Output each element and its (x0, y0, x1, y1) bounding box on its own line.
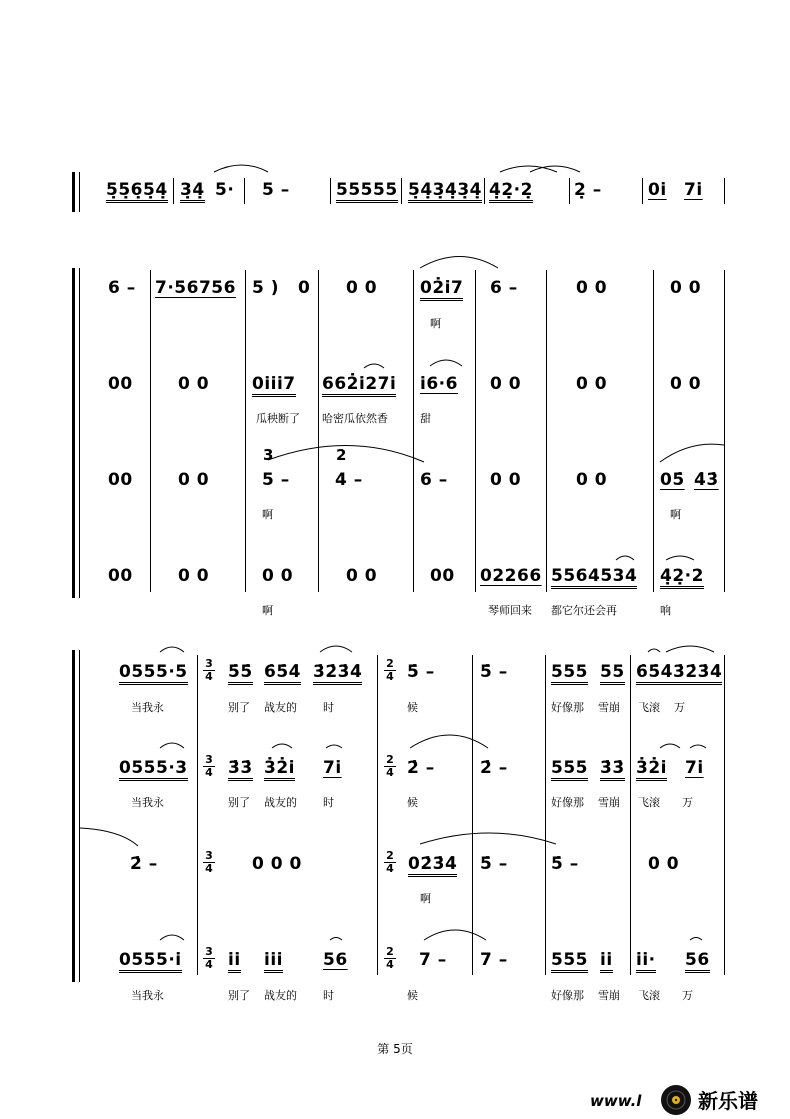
lyric: 响 (660, 604, 671, 617)
note-group: 0i̇i̇i̇7 (252, 376, 296, 397)
lyric: 啊 (430, 317, 441, 330)
note-group: 662̇i̇27i̇ (322, 376, 396, 397)
lyric: 别了 (228, 989, 250, 1002)
note-group: 5 – (262, 470, 290, 490)
slur (160, 743, 184, 748)
lyric: 候 (407, 701, 418, 714)
note-group: 0 0 (262, 566, 294, 586)
slur (320, 646, 352, 652)
chord-upper-note: 3 (263, 446, 274, 464)
watermark-brand: 新乐谱 (698, 1089, 758, 1113)
note-group: 0 0 (490, 470, 522, 490)
note-group: 0 0 0 (252, 854, 302, 874)
note-group: 4̣2̣·2 (660, 568, 704, 589)
lyric: 时 (323, 796, 334, 809)
time-signature: 2 4 (384, 850, 396, 875)
note-group: 555 (551, 760, 588, 781)
slur (330, 938, 342, 941)
note-group: 7i̇ (323, 758, 342, 778)
page-number: 第 5页 (377, 1042, 413, 1056)
note-group: 0 0 (178, 470, 210, 490)
time-signature: 2 4 (384, 658, 396, 683)
note-group: 3̇2̇i̇ (636, 760, 667, 781)
time-signature: 2 4 (384, 754, 396, 779)
slur (420, 833, 556, 844)
lyric: 飞滚 (638, 796, 660, 809)
slur (410, 735, 488, 748)
note-group: 555 (551, 664, 588, 685)
slur (420, 257, 498, 269)
watermark-site: www.l (590, 1092, 642, 1110)
slur (80, 828, 138, 846)
lyric: 候 (407, 796, 418, 809)
note-group: 02̇i̇7 (420, 280, 463, 301)
note-group: 00 (108, 566, 133, 586)
note-group: 6 – (420, 470, 448, 490)
lyric: 当我永 (131, 701, 164, 714)
note-group: 5̇ – (551, 854, 579, 874)
note-group: 3̇2̇i̇ (264, 760, 295, 781)
lyric: 啊 (262, 508, 273, 521)
note-group: 5 ) (252, 278, 280, 298)
note-group: 3̇2̇3̇4̇ (313, 664, 362, 685)
note-group: 3̇3̇ (600, 760, 625, 781)
note-group: 0555·5 (119, 664, 188, 685)
lyric: 当我永 (131, 989, 164, 1002)
note-group: 5̣5̣6̣5̣4̣ (106, 182, 168, 203)
lyric: 雪崩 (598, 701, 620, 714)
note-group: 0 0 (178, 566, 210, 586)
slur (272, 744, 292, 748)
note-group: 0i̇ (648, 180, 667, 200)
note-group: 2̇ – (130, 854, 158, 874)
note-group: 5· (215, 180, 235, 200)
note-group: 7·56756 (155, 278, 236, 298)
note-group: 6̇5̇4̇ (264, 664, 301, 685)
slur (214, 165, 268, 172)
slur (430, 360, 462, 366)
slur (690, 745, 706, 748)
note-group: 02266 (480, 566, 542, 586)
note-group: 55 (600, 664, 625, 685)
note-group: 4̇3̇ (694, 470, 719, 490)
lyric: 哈密瓜依然香 (322, 412, 388, 425)
slur (690, 938, 702, 941)
note-group: 0 0 (346, 566, 378, 586)
note-group: 2̇ – (407, 758, 435, 778)
time-signature: 3 4 (203, 754, 215, 779)
note-group: 2̣ – (574, 180, 602, 200)
note-group: 5̇ – (480, 854, 508, 874)
note-group: 7 – (419, 950, 447, 970)
note-group: 6̇5̇4̇3̇2̇3̇4̇ (636, 664, 722, 685)
note-group: i̇i̇ (228, 952, 241, 973)
note-group: 56 (323, 950, 348, 970)
note-group: 5564534 (551, 568, 637, 589)
note-group: 4̣2̣·2̣ (489, 182, 533, 203)
note-group: 7 – (480, 950, 508, 970)
lyric: 万 (682, 989, 693, 1002)
note-group: 0555·3 (119, 760, 188, 781)
note-group: 3̣4̣ (180, 182, 205, 203)
note-group: 0 0 (346, 278, 378, 298)
lyric: 雪崩 (598, 796, 620, 809)
note-group: 5̇5̇ (228, 664, 253, 685)
note-group: i̇6·6 (420, 374, 458, 394)
note-group: 2̇ – (480, 758, 508, 778)
lyric: 啊 (670, 508, 681, 521)
note-group: 02̇3̇4̇ (408, 856, 457, 877)
lyric: 好像那 (551, 796, 584, 809)
time-signature: 3 4 (203, 658, 215, 683)
lyric: 琴师回来 (488, 604, 532, 617)
note-group: 5 – (262, 180, 290, 200)
note-group: 56 (685, 952, 710, 973)
lyric: 好像那 (551, 989, 584, 1002)
lyric: 当我永 (131, 796, 164, 809)
note-group: i̇i̇ (600, 952, 613, 973)
slur (268, 445, 424, 462)
note-group: 0 (298, 278, 311, 298)
slur (616, 556, 634, 560)
lyric: 瓜秧断了 (256, 412, 300, 425)
lyric: 飞滚 (638, 989, 660, 1002)
note-group: 6 – (490, 278, 518, 298)
lyric: 候 (407, 989, 418, 1002)
note-group: 5̣4̣3̣4̣3̣4̣ (408, 182, 482, 203)
time-signature: 3 4 (203, 946, 215, 971)
note-group: 7i̇ (684, 180, 703, 200)
lyric: 万 (682, 796, 693, 809)
note-group: 0555·i̇ (119, 952, 182, 973)
lyric: 都它尔还会再 (551, 604, 617, 617)
note-group: 0 0 (490, 374, 522, 394)
note-group: 00 (108, 374, 133, 394)
note-group: 0 0 (648, 854, 680, 874)
lyric: 啊 (262, 604, 273, 617)
lyric: 飞滚 (638, 701, 660, 714)
slur (326, 745, 342, 748)
time-signature: 2 4 (384, 946, 396, 971)
lyric: 甜 (420, 412, 431, 425)
vinyl-record-icon (660, 1084, 692, 1116)
lyric: 别了 (228, 796, 250, 809)
note-group: 3̇3̇ (228, 760, 253, 781)
lyric: 战友的 (264, 701, 297, 714)
slur (660, 744, 680, 748)
lyric: 时 (323, 989, 334, 1002)
lyric: 时 (323, 701, 334, 714)
note-group: 55555 (336, 182, 398, 203)
slur (666, 646, 714, 652)
note-group: 00 (108, 470, 133, 490)
note-group: 0 0 (670, 278, 702, 298)
time-signature: 3 4 (203, 850, 215, 875)
lyric: 战友的 (264, 796, 297, 809)
note-group: 5̇ – (407, 662, 435, 682)
lyric: 啊 (420, 892, 431, 905)
slur (160, 647, 184, 652)
note-group: 00 (430, 566, 455, 586)
note-group: 05̇ (660, 470, 685, 490)
note-group: 555 (551, 952, 588, 973)
lyric: 好像那 (551, 701, 584, 714)
note-group: 4 – (335, 470, 363, 490)
slur (648, 649, 660, 652)
note-group: 6 – (108, 278, 136, 298)
note-group: 0 0 (670, 374, 702, 394)
lyric: 别了 (228, 701, 250, 714)
note-group: 0 0 (576, 374, 608, 394)
lyric: 万 (674, 701, 685, 714)
slur (364, 364, 384, 368)
slur (660, 444, 724, 462)
note-group: 0 0 (576, 278, 608, 298)
note-group: 0 0 (576, 470, 608, 490)
slur (666, 556, 694, 560)
lyric: 雪崩 (598, 989, 620, 1002)
note-group: 0 0 (178, 374, 210, 394)
slur (424, 930, 486, 940)
note-group: i̇i̇i̇ (264, 952, 283, 973)
note-group: 5̇ – (480, 662, 508, 682)
slur (160, 935, 184, 940)
lyric: 战友的 (264, 989, 297, 1002)
note-group: i̇i̇· (636, 952, 656, 973)
note-group: 7i̇ (685, 758, 704, 778)
chord-upper-note: 2 (336, 446, 347, 464)
